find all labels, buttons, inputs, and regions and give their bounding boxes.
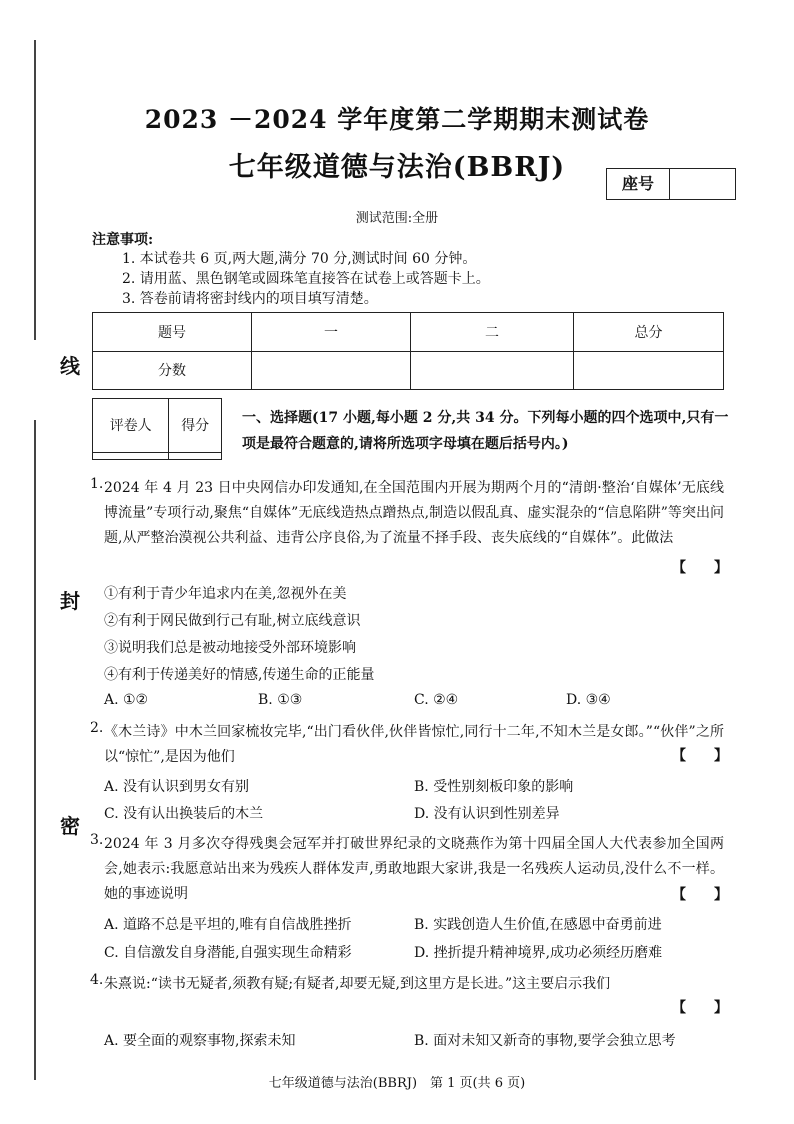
note-item: 3. 答卷前请将密封线内的项目填写清楚。 (122, 291, 378, 307)
option-a: A. 要全面的观察事物,探索未知 (104, 1033, 296, 1049)
option-a: A. 没有认识到男女有别 (104, 779, 250, 795)
score-row-label: 分数 (93, 351, 252, 390)
option-d: D. 挫折提升精神境界,成功必须经历磨难 (414, 945, 663, 961)
note-item: 1. 本试卷共 6 页,两大题,满分 70 分,测试时间 60 分钟。 (122, 251, 477, 267)
page-footer: 七年级道德与法治(BBRJ) 第 1 页(共 6 页) (268, 1076, 526, 1091)
score-cell (574, 351, 724, 390)
seat-number-box (606, 168, 736, 200)
margin-mark-xian: 线 (60, 354, 80, 378)
test-scope: 测试范围:全册 (355, 211, 439, 226)
score-header-cell: 二 (411, 313, 574, 352)
option-d: D. 没有认识到性别差异 (414, 806, 560, 822)
score-header-cell: 总分 (574, 313, 724, 352)
question-number: 2. (90, 720, 104, 736)
seat-blank (670, 169, 735, 199)
answer-bracket: 【 】 (672, 887, 728, 903)
statement: ①有利于青少年追求内在美,忽视外在美 (104, 586, 347, 602)
notes-heading: 注意事项: (92, 232, 154, 248)
binding-line-top (34, 40, 36, 340)
option-b: B. 面对未知又新奇的事物,要学会独立思考 (414, 1033, 676, 1049)
exam-title: 2023 －2024 学年度第二学期期末测试卷 (144, 105, 650, 134)
grader-box (92, 398, 222, 460)
question-number: 4. (90, 972, 104, 988)
statement: ③说明我们总是被动地接受外部环境影响 (104, 640, 356, 656)
option-c: C. ②④ (414, 692, 459, 708)
statement: ④有利于传递美好的情感,传递生命的正能量 (104, 667, 375, 683)
question-stem: 朱熹说:“读书无疑者,须教有疑;有疑者,却要无疑,到这里方是长进。”这主要启示我们 (104, 976, 611, 992)
score-header-cell: 一 (252, 313, 411, 352)
score-header-cell: 题号 (93, 313, 252, 352)
option-b: B. 受性别刻板印象的影响 (414, 779, 574, 795)
question-stem: 《木兰诗》中木兰回家梳妆完毕,“出门看伙伴,伙伴皆惊忙,同行十二年,不知木兰是女郎。”“伙伴”之所以“惊忙”,是因为他们 (104, 724, 724, 765)
option-b: B. ①③ (258, 692, 303, 708)
exam-subtitle: 七年级道德与法治(BBRJ) (228, 152, 566, 183)
question-number: 1. (90, 476, 104, 492)
margin-mark-feng: 封 (60, 589, 80, 613)
answer-bracket: 【 】 (672, 1000, 728, 1016)
option-c: C. 自信激发自身潜能,自强实现生命精彩 (104, 945, 352, 961)
score-cell (411, 351, 574, 390)
score-cell (252, 351, 411, 390)
seat-label: 座号 (607, 169, 670, 199)
reviewer-blank (93, 452, 169, 459)
note-item: 2. 请用蓝、黑色钢笔或圆珠笔直接答在试卷上或答题卡上。 (122, 271, 490, 287)
option-b: B. 实践创造人生价值,在感恩中奋勇前进 (414, 917, 662, 933)
section-heading: 一、选择题(17 小题,每小题 2 分,共 34 分。下列每小题的四个选项中,只有一项是最符合题意的,请将所选项字母填在题后括号内。) (242, 410, 729, 452)
score-blank (169, 452, 222, 459)
answer-bracket: 【 】 (672, 748, 728, 764)
option-a: A. ①② (104, 692, 149, 708)
question-stem: 2024 年 4 月 23 日中央网信办印发通知,在全国范围内开展为期两个月的“清朗·整治‘自媒体’无底线博流量”专项行动,聚焦“自媒体”无底线造热点蹭热点,制造以假乱真、虚实混杂的“信息陷阱”等突出问题,从严整治漠视公共利益、违背公序良俗,为了流量不择手段、丧失底线的“自媒体”。此做法 (104, 480, 724, 546)
option-d: D. ③④ (566, 692, 611, 708)
option-a: A. 道路不总是平坦的,唯有自信战胜挫折 (104, 917, 352, 933)
score-table (92, 312, 724, 390)
margin-mark-mi: 密 (60, 814, 80, 838)
question-stem: 2024 年 3 月多次夺得残奥会冠军并打破世界纪录的文晓燕作为第十四届全国人大代表参加全国两会,她表示:我愿意站出来为残疾人群体发声,勇敢地跟大家讲,我是一名残疾人运动员,没什么不一样。她的事迹说明 (104, 836, 724, 902)
option-c: C. 没有认出换装后的木兰 (104, 806, 264, 822)
answer-bracket: 【 】 (672, 560, 728, 576)
question-number: 3. (90, 832, 104, 848)
statement: ②有利于网民做到行己有耻,树立底线意识 (104, 613, 361, 629)
binding-line-bottom (34, 420, 36, 1080)
reviewer-label: 评卷人 (93, 399, 169, 453)
score-label: 得分 (169, 399, 222, 453)
